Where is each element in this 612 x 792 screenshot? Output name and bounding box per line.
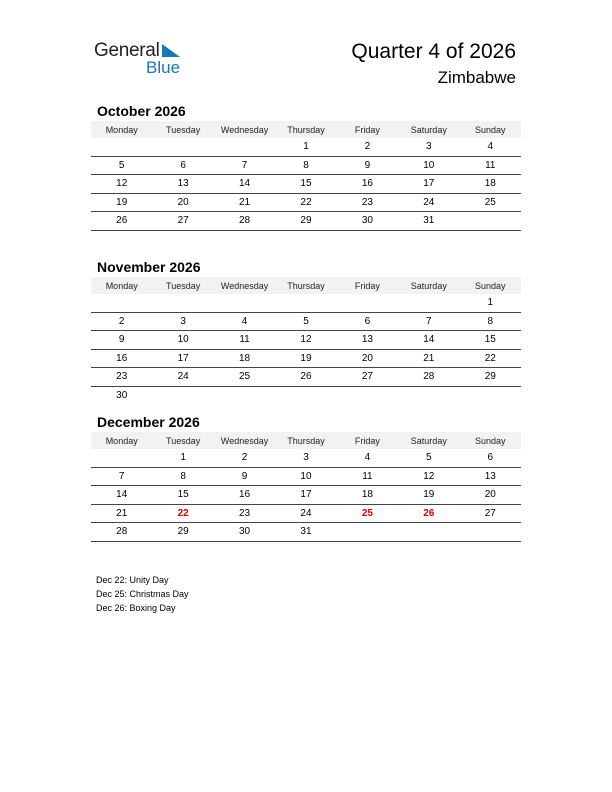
day-cell: 5: [398, 449, 459, 467]
week-row: [91, 467, 521, 486]
day-cell: 29: [460, 368, 521, 387]
empty-day-cell: [214, 138, 275, 156]
day-cell: 19: [398, 486, 459, 505]
empty-day-cell: [460, 212, 521, 231]
day-cell: 7: [91, 467, 152, 486]
empty-day-cell: [398, 386, 459, 404]
weekday-header: Wednesday: [214, 277, 275, 294]
weekday-header-row: [91, 121, 521, 138]
day-cell: 13: [152, 175, 213, 194]
day-cell: 25: [460, 193, 521, 212]
weekday-header-row: [91, 277, 521, 294]
day-cell: 24: [398, 193, 459, 212]
weekday-header: Thursday: [275, 121, 336, 138]
day-cell: 5: [275, 312, 336, 331]
day-cell: 18: [460, 175, 521, 194]
weekday-header: Wednesday: [214, 121, 275, 138]
day-cell: 5: [91, 156, 152, 175]
country-name: Zimbabwe: [437, 68, 516, 87]
day-cell: 6: [460, 449, 521, 467]
day-cell: 28: [91, 523, 152, 542]
calendar-table: [91, 277, 521, 404]
weekday-header: Tuesday: [152, 121, 213, 138]
day-cell: 10: [275, 467, 336, 486]
empty-day-cell: [275, 294, 336, 312]
day-cell: 1: [275, 138, 336, 156]
empty-day-cell: [91, 449, 152, 467]
day-cell: 4: [337, 449, 398, 467]
day-cell: 19: [91, 193, 152, 212]
weekday-header: Monday: [91, 432, 152, 449]
calendar-table: [91, 121, 521, 231]
day-cell: 22: [152, 504, 213, 523]
day-cell: 15: [460, 331, 521, 350]
day-cell: 10: [152, 331, 213, 350]
weekday-header: Saturday: [398, 121, 459, 138]
day-cell: 4: [214, 312, 275, 331]
week-row: [91, 486, 521, 505]
weekday-header: Monday: [91, 277, 152, 294]
day-cell: 7: [214, 156, 275, 175]
day-cell: 8: [460, 312, 521, 331]
day-cell: 22: [275, 193, 336, 212]
day-cell: 23: [91, 368, 152, 387]
weekday-header: Friday: [337, 121, 398, 138]
empty-day-cell: [398, 523, 459, 542]
month-block-december: [91, 412, 521, 542]
day-cell: 18: [214, 349, 275, 368]
day-cell: 22: [460, 349, 521, 368]
empty-day-cell: [337, 386, 398, 404]
logo-triangle-icon: [160, 42, 182, 58]
weekday-header: Monday: [91, 121, 152, 138]
day-cell: 9: [337, 156, 398, 175]
day-cell: 10: [398, 156, 459, 175]
day-cell: 24: [152, 368, 213, 387]
day-cell: 20: [337, 349, 398, 368]
week-row: [91, 138, 521, 156]
week-row: [91, 386, 521, 404]
day-cell: 13: [460, 467, 521, 486]
empty-day-cell: [460, 386, 521, 404]
day-cell: 11: [214, 331, 275, 350]
day-cell: 31: [275, 523, 336, 542]
day-cell: 3: [275, 449, 336, 467]
day-cell: 26: [275, 368, 336, 387]
day-cell: 4: [460, 138, 521, 156]
day-cell: 21: [214, 193, 275, 212]
day-cell: 3: [152, 312, 213, 331]
day-cell: 2: [337, 138, 398, 156]
weekday-header: Sunday: [460, 121, 521, 138]
empty-day-cell: [91, 294, 152, 312]
week-row: [91, 349, 521, 368]
day-cell: 11: [337, 467, 398, 486]
month-block-october: [91, 101, 521, 231]
day-cell: 30: [116, 389, 128, 401]
weekday-header: Wednesday: [214, 432, 275, 449]
day-cell: 9: [91, 331, 152, 350]
day-cell: 6: [152, 156, 213, 175]
week-row: [91, 212, 521, 231]
day-cell: 26: [398, 504, 459, 523]
empty-day-cell: [275, 386, 336, 404]
weekday-header: Sunday: [460, 277, 521, 294]
logo-text-blue: Blue: [146, 58, 181, 77]
holiday-note: Dec 26: Boxing Day: [96, 603, 176, 613]
day-cell: 1: [460, 294, 521, 312]
weekday-header: Saturday: [398, 432, 459, 449]
day-cell: 15: [275, 175, 336, 194]
day-cell: 16: [214, 486, 275, 505]
empty-day-cell: [214, 294, 275, 312]
week-row: [91, 294, 521, 312]
day-cell: 20: [460, 486, 521, 505]
day-cell: 7: [398, 312, 459, 331]
day-cell: 23: [214, 504, 275, 523]
empty-day-cell: [152, 138, 213, 156]
day-cell: 17: [275, 486, 336, 505]
week-row: [91, 449, 521, 467]
week-row: [91, 504, 521, 523]
empty-day-cell: [337, 523, 398, 542]
day-cell: 14: [398, 331, 459, 350]
day-cell: 25: [214, 368, 275, 387]
page-title: Quarter 4 of 2026: [351, 40, 516, 63]
empty-day-cell: [152, 386, 213, 404]
day-cell: 23: [337, 193, 398, 212]
month-block-november: [91, 257, 521, 404]
day-cell: 30: [214, 523, 275, 542]
day-cell: 20: [152, 193, 213, 212]
day-cell: 18: [337, 486, 398, 505]
weekday-header-row: [91, 432, 521, 449]
day-cell: 11: [460, 156, 521, 175]
logo-text-general: General: [94, 40, 160, 61]
day-cell: 30: [337, 212, 398, 231]
day-cell: 14: [214, 175, 275, 194]
month-title: October 2026: [97, 103, 186, 119]
week-row: [91, 156, 521, 175]
week-row: [91, 175, 521, 194]
day-cell: 27: [460, 504, 521, 523]
day-cell: 2: [91, 312, 152, 331]
day-cell: 8: [152, 467, 213, 486]
weekday-header: Tuesday: [152, 432, 213, 449]
empty-day-cell: [337, 294, 398, 312]
empty-day-cell: [214, 386, 275, 404]
day-cell: 12: [91, 175, 152, 194]
month-title: November 2026: [97, 259, 201, 275]
day-cell: 26: [91, 212, 152, 231]
generalblue-logo: [94, 40, 204, 80]
holiday-notes: [96, 573, 189, 615]
day-cell: 17: [152, 349, 213, 368]
day-cell: 29: [275, 212, 336, 231]
day-cell: 21: [398, 349, 459, 368]
holiday-note: Dec 25: Christmas Day: [96, 589, 189, 599]
day-cell: 24: [275, 504, 336, 523]
day-cell: 6: [337, 312, 398, 331]
day-cell: 1: [152, 449, 213, 467]
calendar-table: [91, 432, 521, 542]
week-row: [91, 523, 521, 542]
day-cell: 17: [398, 175, 459, 194]
week-row: [91, 368, 521, 387]
day-cell: 27: [152, 212, 213, 231]
day-cell: 16: [337, 175, 398, 194]
holiday-note: Dec 22: Unity Day: [96, 575, 169, 585]
empty-day-cell: [398, 294, 459, 312]
day-cell: 9: [214, 467, 275, 486]
day-cell: 3: [398, 138, 459, 156]
day-cell: 25: [337, 504, 398, 523]
weekday-header: Saturday: [398, 277, 459, 294]
empty-day-cell: [91, 138, 152, 156]
day-cell: 21: [91, 504, 152, 523]
day-cell: 28: [398, 368, 459, 387]
day-cell: 13: [337, 331, 398, 350]
day-cell: 29: [152, 523, 213, 542]
week-row: [91, 331, 521, 350]
day-cell: 12: [398, 467, 459, 486]
day-cell: 19: [275, 349, 336, 368]
week-row: [91, 312, 521, 331]
month-title: December 2026: [97, 414, 200, 430]
weekday-header: Sunday: [460, 432, 521, 449]
empty-day-cell: [152, 294, 213, 312]
day-cell: 2: [214, 449, 275, 467]
day-cell: 28: [214, 212, 275, 231]
weekday-header: Thursday: [275, 277, 336, 294]
day-cell: 27: [337, 368, 398, 387]
weekday-header: Friday: [337, 277, 398, 294]
week-row: [91, 193, 521, 212]
empty-day-cell: [460, 523, 521, 542]
day-cell: 14: [91, 486, 152, 505]
day-cell: 15: [152, 486, 213, 505]
weekday-header: Tuesday: [152, 277, 213, 294]
weekday-header: Thursday: [275, 432, 336, 449]
day-cell: 8: [275, 156, 336, 175]
day-cell: 16: [91, 349, 152, 368]
weekday-header: Friday: [337, 432, 398, 449]
day-cell: 12: [275, 331, 336, 350]
day-cell: 31: [398, 212, 459, 231]
